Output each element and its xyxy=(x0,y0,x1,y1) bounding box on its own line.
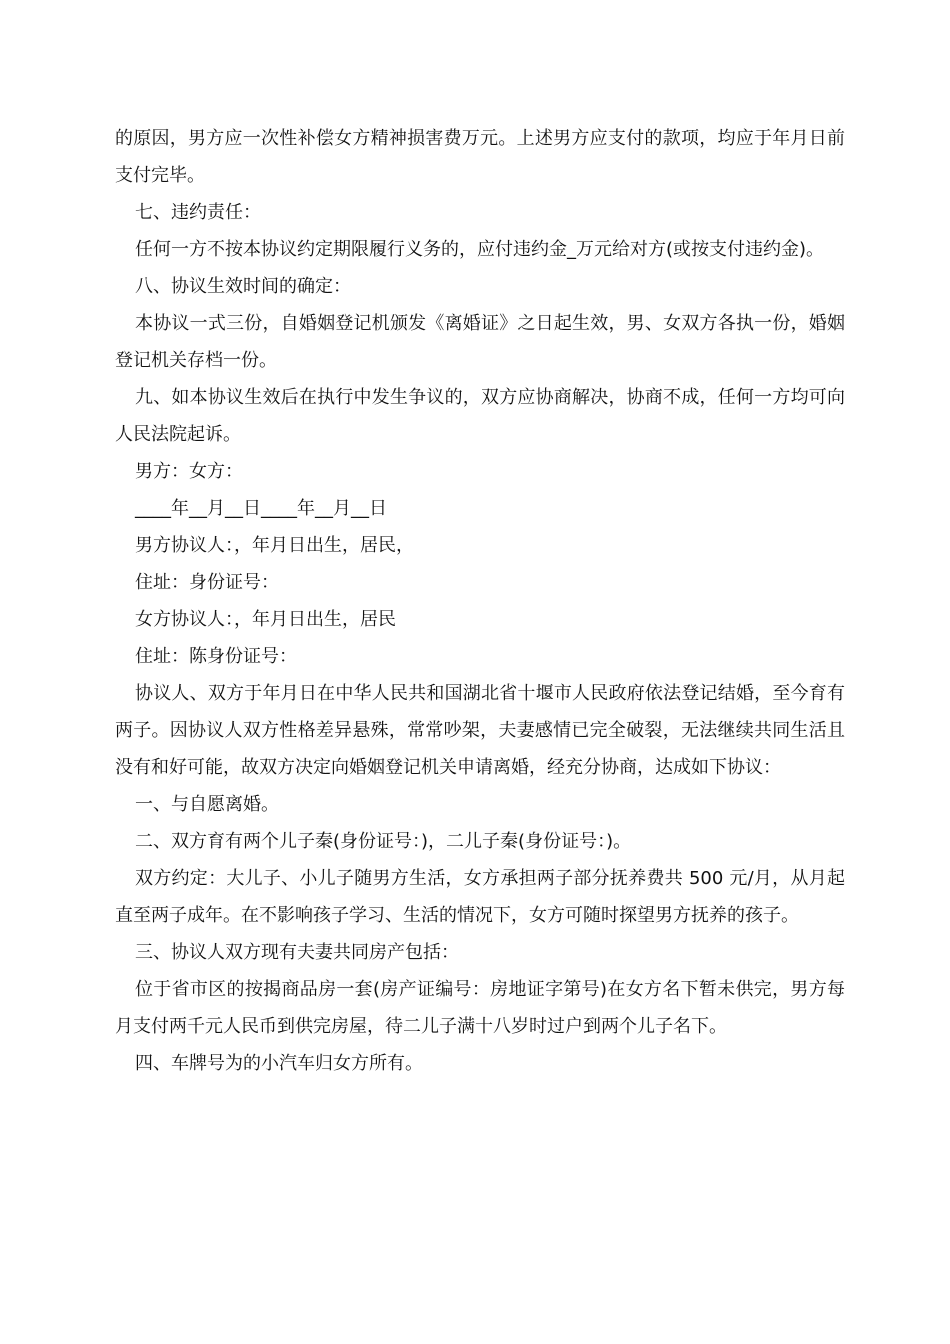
signature-dates: ____年__月__日____年__月__日 xyxy=(135,498,387,519)
clause-children: 二、双方育有两个儿子秦(身份证号：)，二儿子秦(身份证号：)。 xyxy=(135,831,632,852)
clause-car: 四、车牌号为的小汽车归女方所有。 xyxy=(135,1053,423,1074)
paragraph-compensation-deadline: 的原因，男方应一次性补偿女方精神损害费万元。上述男方应支付的款项，均应于年月日前支付完毕。 xyxy=(115,128,845,186)
clause-voluntary-divorce: 一、与自愿离婚。 xyxy=(135,794,279,815)
female-party-info: 女方协议人：，年月日出生，居民 xyxy=(135,609,396,630)
paragraph-disputes: 九、如本协议生效后在执行中发生争议的，双方应协商解决，协商不成，任何一方均可向人民法院起诉。 xyxy=(115,387,845,445)
paragraph-child-support: 双方约定：大儿子、小儿子随男方生活，女方承担两子部分抚养费共 500 元/月，从月起直至两子成年。在不影响孩子学习、生活的情况下，女方可随时探望男方抚养的孩子。 xyxy=(115,868,845,926)
female-party-address: 住址：陈身份证号： xyxy=(135,646,297,667)
paragraph-house: 位于省市区的按揭商品房一套(房产证编号：房地证字第号)在女方名下暂未供完，男方每月支付两千元人民币到供完房屋，待二儿子满十八岁时过户到两个儿子名下。 xyxy=(115,979,845,1037)
clause-joint-property: 三、协议人双方现有夫妻共同房产包括： xyxy=(135,942,459,963)
paragraph-marriage-background: 协议人、双方于年月日在中华人民共和国湖北省十堰市人民政府依法登记结婚，至今育有两子。因协议人双方性格差异悬殊，常常吵架，夫妻感情已完全破裂，无法继续共同生活且没有和好可能，故双方决定向婚姻登记机关申请离婚，经充分协商，达成如下协议： xyxy=(115,683,845,778)
document-body xyxy=(115,120,845,1082)
male-party-address: 住址：身份证号： xyxy=(135,572,279,593)
heading-breach-liability: 七、违约责任： xyxy=(135,202,261,223)
heading-effective-date: 八、协议生效时间的确定： xyxy=(135,276,351,297)
paragraph-liquidated-damages: 任何一方不按本协议约定期限履行义务的，应付违约金_万元给对方(或按支付违约金)。 xyxy=(135,239,825,260)
paragraph-copies: 本协议一式三份，自婚姻登记机颁发《离婚证》之日起生效，男、女双方各执一份，婚姻登记机关存档一份。 xyxy=(115,313,845,371)
male-party-info: 男方协议人：，年月日出生，居民， xyxy=(135,535,414,556)
signature-parties: 男方：女方： xyxy=(135,461,243,482)
